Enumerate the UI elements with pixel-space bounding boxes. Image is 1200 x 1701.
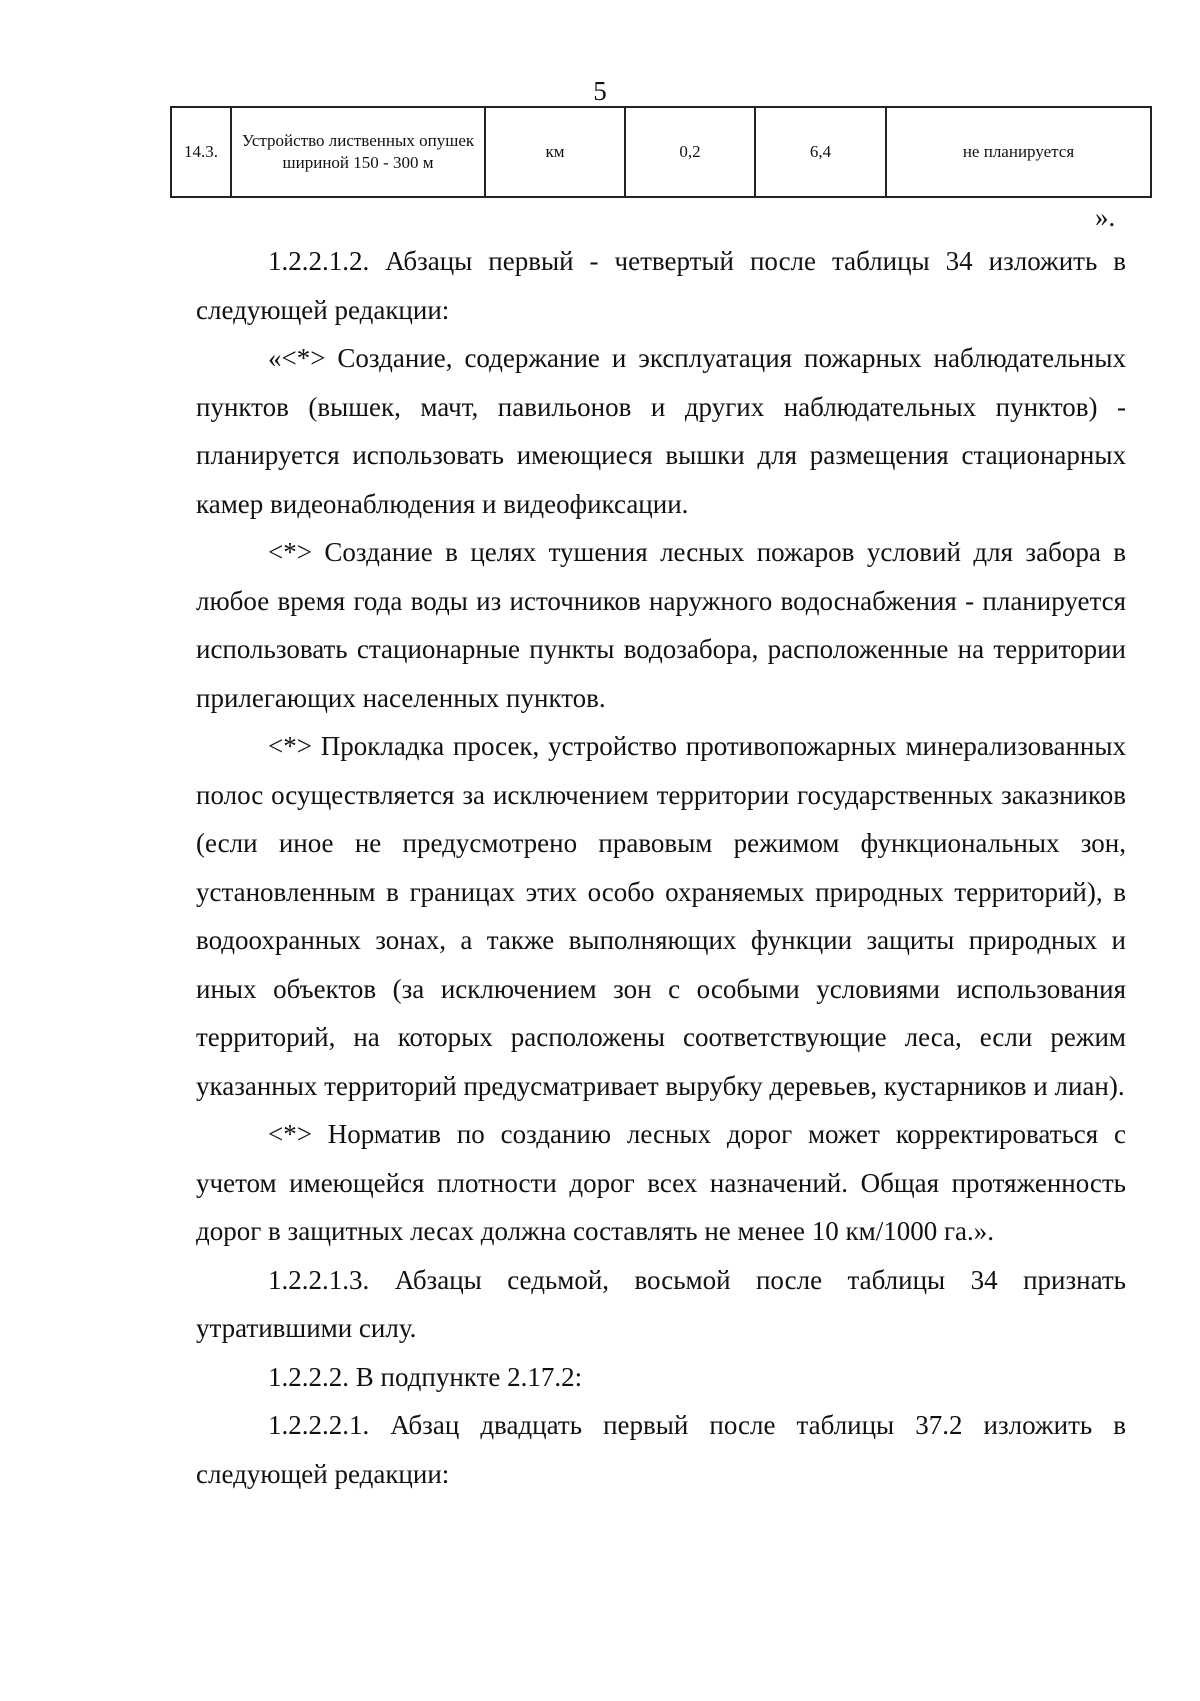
paragraph-water-supply: <*> Создание в целях тушения лесных пожаров условий для забора в любое время года воды из источников наружного водоснабжения - планируется использовать стационарные пункты водозабора, расположенные на территории прилегающих населенных пунктов. [196, 537, 1126, 713]
value1-cell: 0,2 [625, 107, 755, 197]
paragraph-clearings: <*> Прокладка просек, устройство противопожарных минерализованных полос осуществляется за исключением территории государственных заказников (если иное не предусмотрено правовым режимом функциональных зон, установленным в границах этих особо охраняемых природных территорий), в водоохранных зонах, а также выполняющих функции защиты природных и иных объектов (за исключением зон с особыми условиями использования территорий, на которых расположены соответствующие леса, если режим указанных территорий предусматривает вырубку деревьев, кустарников и лиан). [196, 731, 1126, 1101]
table-row [171, 107, 1151, 197]
document-body [196, 237, 1126, 1498]
table-closing-quote: ». [1095, 202, 1116, 232]
paragraph-1-2-2-2-1: 1.2.2.2.1. Абзац двадцать первый после таблицы 37.2 изложить в следующей редакции: [196, 1410, 1126, 1489]
paragraph-forest-roads: <*> Норматив по созданию лесных дорог может корректироваться с учетом имеющейся плотности дорог всех назначений. Общая протяженность дорог в защитных лесах должна составлять не менее 10 км/1000 га.». [196, 1119, 1126, 1246]
measure-name-cell: Устройство лиственных опушек шириной 150 - 300 м [231, 107, 485, 197]
measures-table [170, 106, 1152, 198]
row-number-cell: 14.3. [171, 107, 231, 197]
paragraph-observation-points: «<*> Создание, содержание и эксплуатация пожарных наблюдательных пунктов (вышек, мачт, павильонов и других наблюдательных пунктов) - планируется использовать имеющиеся вышки для размещения стационарных камер видеонаблюдения и видеофиксации. [196, 343, 1126, 519]
value2-cell: 6,4 [755, 107, 886, 197]
note-cell: не планируется [886, 107, 1151, 197]
paragraph-1-2-2-2: 1.2.2.2. В подпункте 2.17.2: [268, 1361, 583, 1392]
page-number: 5 [593, 76, 607, 106]
unit-cell: км [485, 107, 625, 197]
paragraph-1-2-2-1-3: 1.2.2.1.3. Абзацы седьмой, восьмой после таблицы 34 признать утратившими силу. [196, 1264, 1126, 1343]
paragraph-1-2-2-1-2: 1.2.2.1.2. Абзацы первый - четвертый после таблицы 34 изложить в следующей редакции: [196, 246, 1126, 325]
